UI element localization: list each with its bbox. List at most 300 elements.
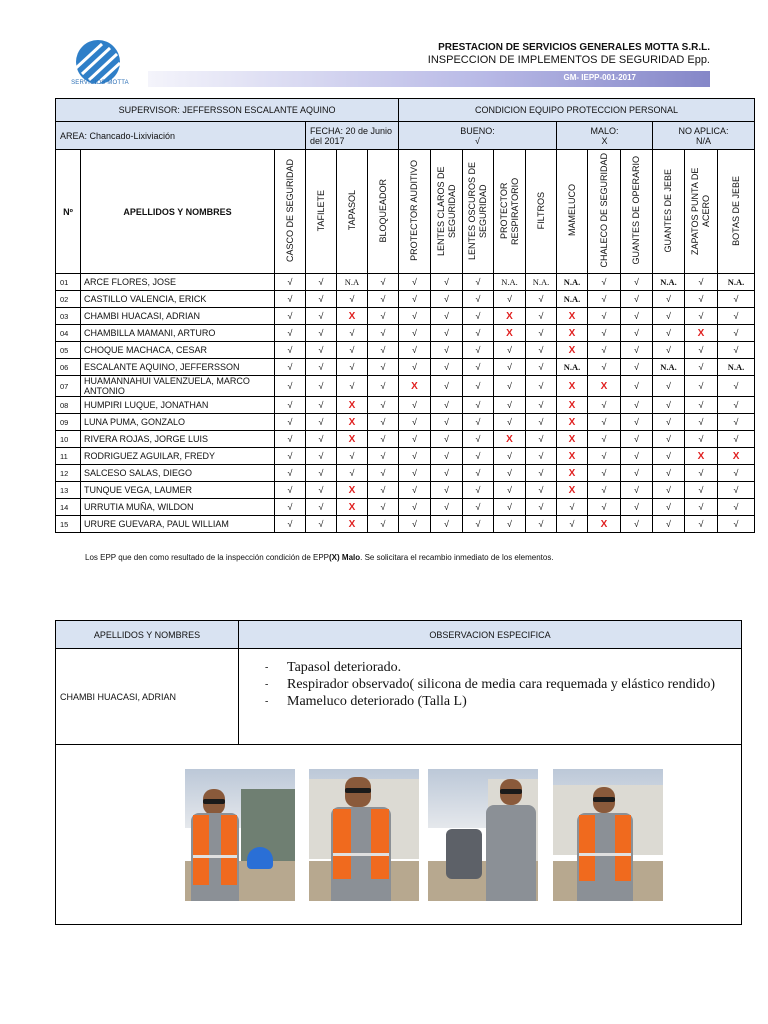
table-row <box>56 376 755 397</box>
table-row <box>56 274 755 291</box>
condition-mark: √ <box>685 499 718 516</box>
condition-mark: √ <box>306 482 337 499</box>
condition-mark: √ <box>275 431 306 448</box>
footnote <box>85 553 745 562</box>
column-header-label: GUANTES DE JEBE <box>663 168 674 253</box>
condition-mark: √ <box>399 325 431 342</box>
condition-mark: √ <box>431 397 463 414</box>
legend-na <box>653 122 755 150</box>
worker-name: LUNA PUMA, GONZALO <box>81 414 275 431</box>
obs-list <box>239 649 742 745</box>
column-header-label: TAFILETE <box>315 189 326 232</box>
condition-mark: √ <box>621 431 653 448</box>
condition-mark: √ <box>337 291 368 308</box>
legend-good <box>399 122 557 150</box>
condition-mark: √ <box>275 274 306 291</box>
condition-mark: √ <box>494 376 526 397</box>
condition-mark: √ <box>621 448 653 465</box>
condition-mark: √ <box>399 516 431 533</box>
condition-mark: X <box>588 376 621 397</box>
condition-mark: √ <box>306 516 337 533</box>
condition-mark: √ <box>526 291 557 308</box>
condition-mark: √ <box>463 376 494 397</box>
condition-mark: √ <box>306 376 337 397</box>
condition-mark: √ <box>368 325 399 342</box>
condition-mark: √ <box>494 291 526 308</box>
observation-item: - Respirador observado( silicona de media cara requemada y elástico rendido) <box>287 676 731 693</box>
condition-mark: √ <box>494 465 526 482</box>
column-header-label: BLOQUEADOR <box>377 178 388 243</box>
condition-mark: √ <box>399 291 431 308</box>
condition-mark: X <box>557 465 588 482</box>
condition-mark: √ <box>494 448 526 465</box>
condition-mark: √ <box>368 274 399 291</box>
condition-mark: √ <box>588 291 621 308</box>
condition-mark: √ <box>275 342 306 359</box>
condition-mark: √ <box>306 431 337 448</box>
condition-mark: √ <box>685 376 718 397</box>
area-cell: AREA: Chancado-Lixiviación <box>56 122 306 150</box>
condition-mark: X <box>557 448 588 465</box>
table-row <box>56 308 755 325</box>
condition-mark: √ <box>399 308 431 325</box>
condition-mark: √ <box>588 274 621 291</box>
condition-mark: √ <box>463 482 494 499</box>
condition-mark: √ <box>463 342 494 359</box>
condition-mark: √ <box>275 359 306 376</box>
condition-mark: √ <box>526 376 557 397</box>
document-code: GM- IEPP-001-2017 <box>563 73 636 82</box>
row-number: 13 <box>56 482 81 499</box>
condition-mark: √ <box>685 308 718 325</box>
condition-mark: X <box>494 325 526 342</box>
condition-mark: √ <box>399 448 431 465</box>
condition-mark: √ <box>368 342 399 359</box>
condition-mark: N.A. <box>653 274 685 291</box>
condition-mark: √ <box>399 482 431 499</box>
row-number: 06 <box>56 359 81 376</box>
row-number: 02 <box>56 291 81 308</box>
footnote-bold: (X) Malo <box>329 553 361 562</box>
table-row <box>56 359 755 376</box>
column-header <box>463 150 494 274</box>
condition-mark: √ <box>494 397 526 414</box>
date-cell: FECHA: 20 de Junio del 2017 <box>306 122 399 150</box>
legend-na-label: NO APLICA: <box>678 125 729 136</box>
condition-mark: √ <box>526 448 557 465</box>
condition-mark: X <box>557 342 588 359</box>
condition-mark: √ <box>368 359 399 376</box>
column-header <box>621 150 653 274</box>
condition-mark: √ <box>306 274 337 291</box>
row-number: 11 <box>56 448 81 465</box>
condition-mark: √ <box>718 291 755 308</box>
condition-mark: √ <box>306 342 337 359</box>
condition-mark: √ <box>526 431 557 448</box>
condition-mark: √ <box>718 465 755 482</box>
condition-mark: √ <box>431 414 463 431</box>
condition-title: CONDICION EQUIPO PROTECCION PERSONAL <box>399 99 755 122</box>
condition-mark: √ <box>368 308 399 325</box>
condition-mark: √ <box>653 397 685 414</box>
condition-mark: √ <box>368 482 399 499</box>
company-name: PRESTACION DE SERVICIOS GENERALES MOTTA S.R.L. <box>438 42 710 53</box>
condition-mark: √ <box>685 291 718 308</box>
condition-mark: √ <box>526 359 557 376</box>
condition-mark: √ <box>653 308 685 325</box>
column-header <box>653 150 685 274</box>
condition-mark: X <box>718 448 755 465</box>
condition-mark: √ <box>621 465 653 482</box>
condition-mark: √ <box>718 482 755 499</box>
photo-gallery <box>56 745 742 925</box>
column-header <box>337 150 368 274</box>
condition-mark: √ <box>463 359 494 376</box>
condition-mark: √ <box>526 414 557 431</box>
condition-mark: √ <box>653 291 685 308</box>
condition-mark: √ <box>275 482 306 499</box>
condition-mark: √ <box>653 516 685 533</box>
column-header-label: CHALECO DE SEGURIDAD <box>598 153 609 268</box>
worker-name: CHAMBI HUACASI, ADRIAN <box>81 308 275 325</box>
condition-mark: √ <box>718 397 755 414</box>
condition-mark: √ <box>399 431 431 448</box>
worker-name: URURE GUEVARA, PAUL WILLIAM <box>81 516 275 533</box>
worker-name: CASTILLO VALENCIA, ERICK <box>81 291 275 308</box>
condition-mark: √ <box>399 499 431 516</box>
supervisor-cell: SUPERVISOR: JEFFERSSON ESCALANTE AQUINO <box>56 99 399 122</box>
condition-mark: √ <box>526 308 557 325</box>
condition-mark: √ <box>653 342 685 359</box>
condition-mark: √ <box>685 274 718 291</box>
row-number: 09 <box>56 414 81 431</box>
condition-mark: √ <box>621 516 653 533</box>
obs-header: OBSERVACION ESPECIFICA <box>239 621 742 649</box>
obs-worker-name: CHAMBI HUACASI, ADRIAN <box>56 649 239 745</box>
column-header <box>588 150 621 274</box>
column-header-label: LENTES OSCUROS DE SEGURIDAD <box>467 161 489 260</box>
condition-mark: √ <box>431 448 463 465</box>
worker-name: URRUTIA MUÑA, WILDON <box>81 499 275 516</box>
condition-mark: √ <box>463 274 494 291</box>
condition-mark: X <box>337 308 368 325</box>
column-header-label: GUANTES DE OPERARIO <box>631 156 642 265</box>
worker-name: RIVERA ROJAS, JORGE LUIS <box>81 431 275 448</box>
worker-name: ESCALANTE AQUINO, JEFFERSSON <box>81 359 275 376</box>
condition-mark: X <box>337 499 368 516</box>
condition-mark: √ <box>337 465 368 482</box>
condition-mark: √ <box>718 325 755 342</box>
condition-mark: √ <box>685 342 718 359</box>
condition-mark: √ <box>306 308 337 325</box>
condition-mark: X <box>494 431 526 448</box>
condition-mark: √ <box>337 342 368 359</box>
condition-mark: √ <box>621 482 653 499</box>
condition-mark: √ <box>557 499 588 516</box>
condition-mark: √ <box>621 359 653 376</box>
condition-mark: √ <box>431 359 463 376</box>
table-row <box>56 448 755 465</box>
condition-mark: √ <box>463 499 494 516</box>
condition-mark: X <box>399 376 431 397</box>
condition-mark: √ <box>399 414 431 431</box>
condition-mark: √ <box>431 482 463 499</box>
condition-mark: √ <box>306 291 337 308</box>
condition-mark: √ <box>337 325 368 342</box>
condition-mark: √ <box>526 499 557 516</box>
condition-mark: √ <box>463 414 494 431</box>
row-number: 14 <box>56 499 81 516</box>
condition-mark: √ <box>621 499 653 516</box>
condition-mark: √ <box>275 291 306 308</box>
condition-mark: √ <box>653 376 685 397</box>
condition-mark: √ <box>306 325 337 342</box>
condition-mark: √ <box>368 516 399 533</box>
condition-mark: √ <box>588 359 621 376</box>
condition-mark: √ <box>621 376 653 397</box>
condition-mark: √ <box>718 342 755 359</box>
condition-mark: X <box>588 516 621 533</box>
condition-mark: √ <box>588 414 621 431</box>
column-header-label: PROTECTOR AUDITIVO <box>409 160 420 261</box>
footnote-text: Los EPP que den como resultado de la inspección condición de EPP <box>85 553 330 562</box>
row-number: 12 <box>56 465 81 482</box>
column-header-label: PROTECTOR RESPIRATORIO <box>498 176 520 245</box>
condition-mark: √ <box>685 397 718 414</box>
condition-mark: X <box>337 431 368 448</box>
table-row <box>56 342 755 359</box>
worker-name: HUAMANNAHUI VALENZUELA, MARCO ANTONIO <box>81 376 275 397</box>
condition-mark: √ <box>685 482 718 499</box>
condition-mark: √ <box>275 325 306 342</box>
row-number: 01 <box>56 274 81 291</box>
condition-mark: X <box>494 308 526 325</box>
condition-mark: √ <box>588 342 621 359</box>
condition-mark: √ <box>399 397 431 414</box>
condition-mark: √ <box>368 291 399 308</box>
condition-mark: √ <box>399 465 431 482</box>
condition-mark: √ <box>718 431 755 448</box>
code-bar <box>148 71 710 87</box>
condition-mark: X <box>557 325 588 342</box>
observation-item: - Mameluco deteriorado (Talla L) <box>287 693 731 710</box>
condition-mark: √ <box>718 414 755 431</box>
condition-mark: √ <box>306 499 337 516</box>
condition-mark: X <box>337 482 368 499</box>
worker-name: TUNQUE VEGA, LAUMER <box>81 482 275 499</box>
worker-name: SALCESO SALAS, DIEGO <box>81 465 275 482</box>
condition-mark: √ <box>588 308 621 325</box>
condition-mark: √ <box>621 397 653 414</box>
column-header <box>431 150 463 274</box>
worker-name: CHOQUE MACHACA, CESAR <box>81 342 275 359</box>
condition-mark: √ <box>306 397 337 414</box>
condition-mark: √ <box>621 342 653 359</box>
worker-name: CHAMBILLA MAMANI, ARTURO <box>81 325 275 342</box>
worker-name: RODRIGUEZ AGUILAR, FREDY <box>81 448 275 465</box>
legend-bad-label: MALO: <box>590 125 619 136</box>
row-number: 08 <box>56 397 81 414</box>
condition-mark: √ <box>399 359 431 376</box>
condition-mark: √ <box>653 482 685 499</box>
column-header <box>557 150 588 274</box>
condition-mark: √ <box>368 397 399 414</box>
condition-mark: √ <box>685 465 718 482</box>
table-row <box>56 465 755 482</box>
condition-mark: √ <box>494 482 526 499</box>
row-number: 10 <box>56 431 81 448</box>
legend-na-mark: N/A <box>696 135 712 146</box>
condition-mark: √ <box>588 325 621 342</box>
condition-mark: √ <box>653 325 685 342</box>
condition-mark: √ <box>463 431 494 448</box>
condition-mark: √ <box>463 325 494 342</box>
column-header <box>526 150 557 274</box>
name-header: APELLIDOS Y NOMBRES <box>81 150 275 274</box>
condition-mark: √ <box>399 274 431 291</box>
row-number: 04 <box>56 325 81 342</box>
condition-mark: √ <box>306 359 337 376</box>
condition-mark: √ <box>653 431 685 448</box>
condition-mark: √ <box>526 342 557 359</box>
photo-3 <box>428 769 538 901</box>
condition-mark: X <box>337 414 368 431</box>
column-header-label: FILTROS <box>535 191 546 230</box>
condition-mark: √ <box>588 397 621 414</box>
column-header <box>399 150 431 274</box>
condition-mark: N.A. <box>494 274 526 291</box>
condition-mark: √ <box>306 414 337 431</box>
table-row <box>56 414 755 431</box>
condition-mark: √ <box>494 342 526 359</box>
condition-mark: X <box>557 397 588 414</box>
photo-4 <box>553 769 663 901</box>
legend-bad <box>557 122 653 150</box>
table-row <box>56 516 755 533</box>
condition-mark: N.A. <box>718 274 755 291</box>
column-header-label: ZAPATOS PUNTA DE ACERO <box>690 166 712 255</box>
column-header <box>494 150 526 274</box>
condition-mark: √ <box>494 516 526 533</box>
condition-mark: √ <box>685 359 718 376</box>
condition-mark: √ <box>463 448 494 465</box>
condition-mark: √ <box>718 376 755 397</box>
condition-mark: √ <box>621 291 653 308</box>
row-number: 15 <box>56 516 81 533</box>
condition-mark: X <box>337 516 368 533</box>
condition-mark: √ <box>653 499 685 516</box>
condition-mark: √ <box>685 516 718 533</box>
column-header-label: TAPASOL <box>346 190 357 231</box>
condition-mark: √ <box>526 465 557 482</box>
row-number: 05 <box>56 342 81 359</box>
row-number: 03 <box>56 308 81 325</box>
condition-mark: √ <box>275 448 306 465</box>
condition-mark: N.A. <box>557 359 588 376</box>
condition-mark: √ <box>685 431 718 448</box>
condition-mark: √ <box>718 308 755 325</box>
obs-name-header: APELLIDOS Y NOMBRES <box>56 621 239 649</box>
observation-item: - Tapasol deteriorado. <box>287 659 731 676</box>
legend-bad-mark: X <box>601 135 608 146</box>
column-header <box>275 150 306 274</box>
table-row <box>56 397 755 414</box>
table-row <box>56 325 755 342</box>
condition-mark: √ <box>368 465 399 482</box>
condition-mark: √ <box>588 448 621 465</box>
table-row <box>56 291 755 308</box>
condition-mark: X <box>685 448 718 465</box>
column-header-label: LENTES CLAROS DE SEGURIDAD <box>435 165 457 256</box>
condition-mark: √ <box>275 516 306 533</box>
condition-mark: X <box>685 325 718 342</box>
condition-mark: X <box>557 482 588 499</box>
table-row <box>56 431 755 448</box>
table-row <box>56 499 755 516</box>
condition-mark: √ <box>368 376 399 397</box>
condition-mark: √ <box>526 325 557 342</box>
worker-name: ARCE FLORES, JOSE <box>81 274 275 291</box>
condition-mark: √ <box>368 431 399 448</box>
condition-mark: √ <box>718 516 755 533</box>
condition-mark: X <box>557 376 588 397</box>
condition-mark: N.A. <box>526 274 557 291</box>
condition-mark: √ <box>337 376 368 397</box>
condition-mark: X <box>557 308 588 325</box>
condition-mark: N.A <box>337 274 368 291</box>
condition-mark: N.A. <box>557 274 588 291</box>
condition-mark: √ <box>431 325 463 342</box>
condition-mark: √ <box>526 482 557 499</box>
observations-table <box>55 620 742 925</box>
condition-mark: √ <box>431 291 463 308</box>
condition-mark: √ <box>685 414 718 431</box>
condition-mark: √ <box>337 359 368 376</box>
condition-mark: √ <box>431 465 463 482</box>
condition-mark: √ <box>431 516 463 533</box>
column-header <box>718 150 755 274</box>
condition-mark: N.A. <box>718 359 755 376</box>
condition-mark: √ <box>653 414 685 431</box>
condition-mark: √ <box>494 414 526 431</box>
condition-mark: √ <box>431 342 463 359</box>
condition-mark: √ <box>463 308 494 325</box>
condition-mark: √ <box>275 308 306 325</box>
condition-mark: √ <box>526 516 557 533</box>
condition-mark: √ <box>653 465 685 482</box>
condition-mark: √ <box>431 376 463 397</box>
condition-mark: √ <box>494 499 526 516</box>
photo-2 <box>309 769 419 901</box>
condition-mark: √ <box>399 342 431 359</box>
condition-mark: √ <box>368 448 399 465</box>
column-header-label: MAMELUCO <box>566 184 577 237</box>
condition-mark: √ <box>588 465 621 482</box>
condition-mark: √ <box>588 482 621 499</box>
condition-mark: √ <box>463 397 494 414</box>
condition-mark: √ <box>621 308 653 325</box>
condition-mark: √ <box>588 431 621 448</box>
condition-mark: √ <box>621 274 653 291</box>
condition-mark: √ <box>463 516 494 533</box>
column-header <box>368 150 399 274</box>
condition-mark: X <box>337 397 368 414</box>
legend-good-label: BUENO: <box>460 125 495 136</box>
condition-mark: √ <box>621 325 653 342</box>
table-row <box>56 482 755 499</box>
condition-mark: √ <box>463 291 494 308</box>
footnote-text-end: . Se solicitara el recambio inmediato de los elementos. <box>360 553 554 562</box>
